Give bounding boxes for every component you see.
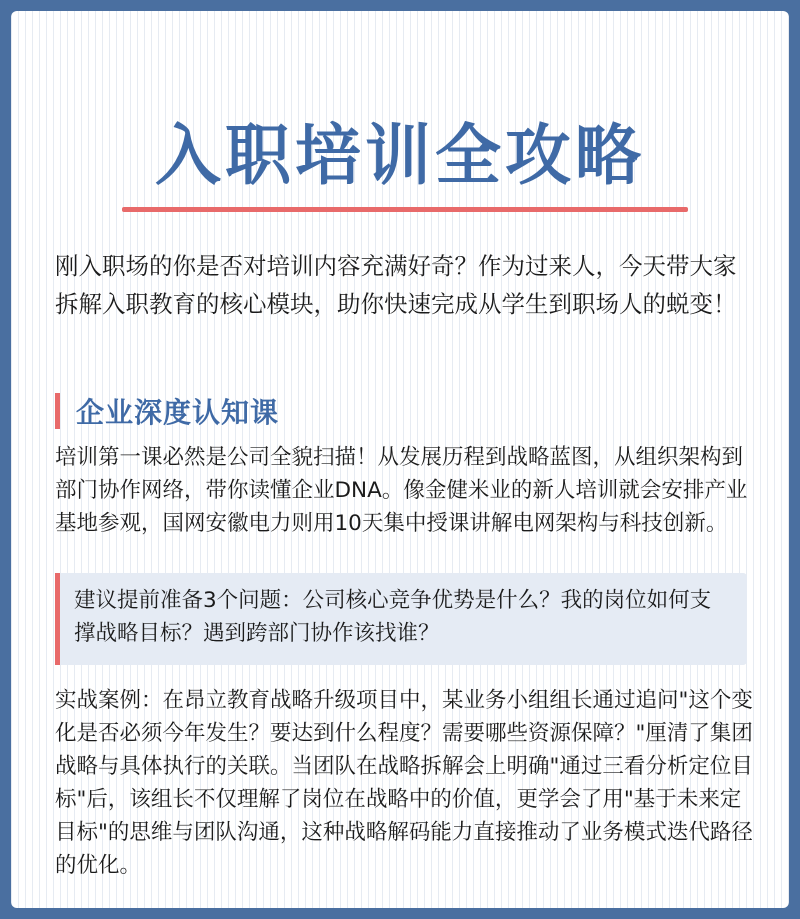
section-paragraph: 培训第一课必然是公司全貌扫描！从发展历程到战略蓝图，从组织架构到部门协作网络，带你读懂企业DNA。像金健米业的新人培训就会安排产业基地参观，国网安徽电力则用10天集中授课讲解电网架构与科技创新。	[55, 445, 748, 536]
content-card	[11, 11, 789, 908]
page-title: 入职培训全攻略	[155, 117, 645, 194]
case-paragraph: 实战案例：在昂立教育战略升级项目中，某业务小组组长通过追问"这个变化是否必须今年发生？要达到什么程度？需要哪些资源保障？"厘清了集团战略与具体执行的关联。当团队在战略拆解会上明确"通过三看分析定位目标"后，该组长不仅理解了岗位在战略中的价值，更学会了用"基于未来定目标"的思维与团队沟通，这种战略解码能力直接推动了业务模式迭代路径的优化。	[55, 688, 753, 878]
tip-text: 建议提前准备3个问题：公司核心竞争优势是什么？我的岗位如何支撑战略目标？遇到跨部门协作该找谁？	[74, 588, 712, 646]
section-accent-bar	[55, 393, 60, 429]
section-title: 企业深度认知课	[76, 396, 280, 429]
intro-paragraph: 刚入职场的你是否对培训内容充满好奇？作为过来人，今天带大家拆解入职教育的核心模块，助你快速完成从学生到职场人的蜕变！	[55, 252, 737, 318]
tip-callout	[55, 573, 747, 665]
title-underline	[122, 207, 688, 212]
section-heading	[55, 391, 279, 431]
